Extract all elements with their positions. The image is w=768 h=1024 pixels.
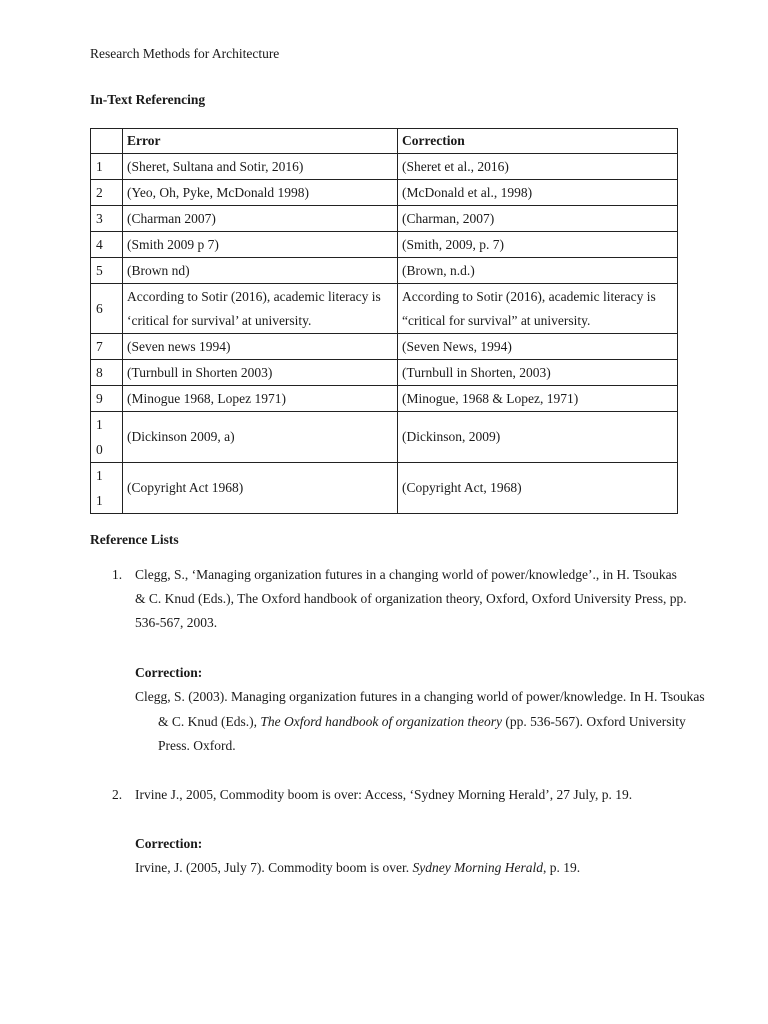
row-number: 7 <box>91 334 123 360</box>
correction-text-end: (pp. 536-567). Oxford University Press. Oxford. <box>158 713 686 753</box>
row-number-digit-1: 1 <box>96 468 103 483</box>
table-row <box>91 258 678 284</box>
row-number <box>91 412 123 463</box>
row-number-digit-2: 0 <box>96 442 103 457</box>
correction-cell: (Dickinson, 2009) <box>398 412 678 463</box>
reference-number: 1. <box>112 567 123 582</box>
col-number-header <box>91 129 123 154</box>
correction-text <box>135 685 718 759</box>
correction-text-end: , p. 19. <box>542 860 581 875</box>
correction-text-start: Clegg, S. (2003). Managing organization futures in a changing world of power/knowledge. In H. Tsoukas & C. Knud (Eds.), <box>135 689 705 729</box>
table-row <box>91 463 678 514</box>
reference-number: 2. <box>112 787 123 802</box>
reference-text: Irvine J., 2005, Commodity boom is over: Access, ‘Sydney Morning Herald’, 27 July, p. 19. <box>135 787 633 802</box>
error-cell: (Turnbull in Shorten 2003) <box>123 360 398 386</box>
correction-cell: (Sheret et al., 2016) <box>398 154 678 180</box>
row-number: 1 <box>91 154 123 180</box>
row-number: 5 <box>91 258 123 284</box>
table-row <box>91 154 678 180</box>
error-cell: (Smith 2009 p 7) <box>123 232 398 258</box>
row-number: 8 <box>91 360 123 386</box>
correction-cell: (McDonald et al., 1998) <box>398 180 678 206</box>
document-header: Research Methods for Architecture <box>90 46 280 61</box>
error-cell: (Copyright Act 1968) <box>123 463 398 514</box>
error-cell: (Brown nd) <box>123 258 398 284</box>
error-cell: (Yeo, Oh, Pyke, McDonald 1998) <box>123 180 398 206</box>
reference-item <box>90 783 690 807</box>
table-row <box>91 284 678 334</box>
col-correction-header: Correction <box>398 129 678 154</box>
correction-label: Correction: <box>135 836 203 851</box>
correction-title-italic: Sydney Morning Herald <box>412 860 543 875</box>
error-cell: According to Sotir (2016), academic literacy is ‘critical for survival’ at university. <box>123 284 398 334</box>
correction-cell: (Smith, 2009, p. 7) <box>398 232 678 258</box>
table-row <box>91 334 678 360</box>
row-number <box>91 463 123 514</box>
row-number: 3 <box>91 206 123 232</box>
referencing-table <box>90 128 678 514</box>
correction-cell: (Copyright Act, 1968) <box>398 463 678 514</box>
correction-label: Correction: <box>135 665 203 680</box>
table-row <box>91 386 678 412</box>
table-row <box>91 206 678 232</box>
correction-cell: (Seven News, 1994) <box>398 334 678 360</box>
error-cell: (Seven news 1994) <box>123 334 398 360</box>
table-header-row <box>91 129 678 154</box>
reference-list-heading: Reference Lists <box>90 532 179 547</box>
col-error-header: Error <box>123 129 398 154</box>
correction-cell: (Charman, 2007) <box>398 206 678 232</box>
row-number: 2 <box>91 180 123 206</box>
reference-item <box>90 563 690 635</box>
correction-title-italic: The Oxford handbook of organization theory <box>260 713 502 729</box>
error-cell: (Minogue 1968, Lopez 1971) <box>123 386 398 412</box>
correction-cell: (Brown, n.d.) <box>398 258 678 284</box>
correction-cell: (Turnbull in Shorten, 2003) <box>398 360 678 386</box>
error-cell: (Dickinson 2009, a) <box>123 412 398 463</box>
table-row <box>91 360 678 386</box>
reference-text: Clegg, S., ‘Managing organization futures in a changing world of power/knowledge’., in H. Tsoukas & C. Knud (Eds.), The Oxford handbook of organization theory, Oxford, Oxford University Press, pp. 536-567, 2003. <box>135 567 687 630</box>
correction-text <box>135 856 718 881</box>
row-number: 9 <box>91 386 123 412</box>
table-row <box>91 232 678 258</box>
error-cell: (Sheret, Sultana and Sotir, 2016) <box>123 154 398 180</box>
error-cell: (Charman 2007) <box>123 206 398 232</box>
table-row <box>91 412 678 463</box>
row-number: 4 <box>91 232 123 258</box>
intext-heading: In-Text Referencing <box>90 92 206 107</box>
table-row <box>91 180 678 206</box>
correction-text-start: Irvine, J. (2005, July 7). Commodity boom is over. <box>135 860 413 875</box>
row-number-digit-2: 1 <box>96 493 103 508</box>
correction-cell: According to Sotir (2016), academic literacy is “critical for survival” at university. <box>398 284 678 334</box>
row-number: 6 <box>91 284 123 334</box>
correction-cell: (Minogue, 1968 & Lopez, 1971) <box>398 386 678 412</box>
row-number-digit-1: 1 <box>96 417 103 432</box>
